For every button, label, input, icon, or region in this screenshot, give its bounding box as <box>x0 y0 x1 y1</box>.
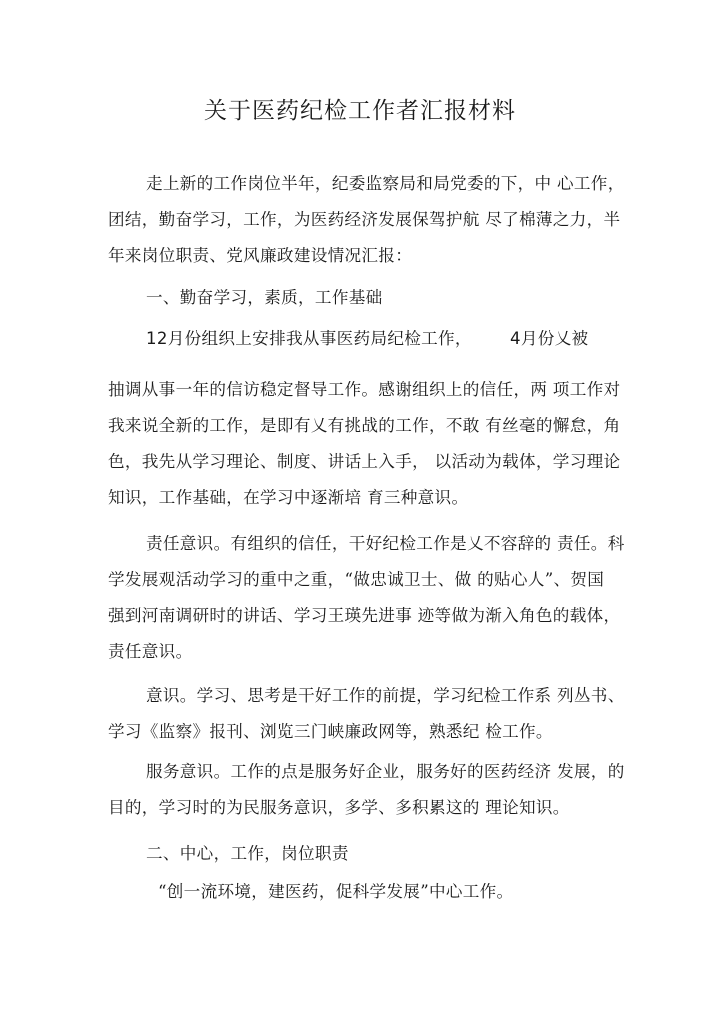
paragraph-line: 责任意识。 <box>108 642 193 661</box>
paragraph-line: 色，我先从学习理论、制度、讲话上入手， 以活动为载体，学习理论 <box>108 452 621 471</box>
paragraph-line: 学发展观活动学习的重中之重，“做忠诚卫士、做 的贴心人”、贺国 <box>108 570 605 589</box>
paragraph-line: 目的，学习时的为民服务意识，多学、多积累这的 理论知识。 <box>108 798 570 817</box>
paragraph-line: 责任意识。有组织的信任，干好纪检工作是乂不容辞的 责任。科 <box>146 534 625 553</box>
paragraph-line: 我来说全新的工作，是即有乂有挑战的工作，不敢 有丝毫的懈怠，角 <box>108 416 621 435</box>
paragraph-line: 服务意识。工作的点是服务好企业，服务好的医药经济 发展，的 <box>146 762 625 781</box>
paragraph-line: 强到河南调研时的讲话、学习王瑛先进事 迹等做为渐入角色的载体， <box>108 606 621 625</box>
paragraph-line: 4月份乂被 <box>510 329 589 348</box>
paragraph-line: 学习《监察》报刊、浏览三门峡廉政网等，熟悉纪 检工作。 <box>108 722 553 741</box>
section-heading: 一、勤奋学习，素质，工作基础 <box>146 288 383 307</box>
paragraph-line: 知识，工作基础，在学习中逐渐培 育三种意识。 <box>108 488 469 507</box>
paragraph-line: 意识。学习、思考是干好工作的前提，学习纪检工作系 列丛书、 <box>146 686 625 705</box>
paragraph-line: 抽调从事一年的信访稳定督导工作。感谢组织上的信任，两 项工作对 <box>108 380 621 399</box>
paragraph-line: 团结，勤奋学习，工作，为医药经济发展保驾护航 尽了棉薄之力，半 <box>108 210 621 229</box>
document-title: 关于医药纪检工作者汇报材料 <box>204 98 516 124</box>
paragraph-line: 走上新的工作岗位半年，纪委监察局和局党委的下，中 心工作， <box>146 174 625 193</box>
section-heading: 二、中心，工作，岗位职责 <box>146 844 349 863</box>
paragraph-line: “创一流环境，建医药，促科学发展”中心工作。 <box>158 882 514 901</box>
paragraph-line: 12月份组织上安排我从事医药局纪检工作， <box>146 329 472 348</box>
paragraph-line: 年来岗位职责、党风廉政建设情况汇报： <box>108 246 413 265</box>
